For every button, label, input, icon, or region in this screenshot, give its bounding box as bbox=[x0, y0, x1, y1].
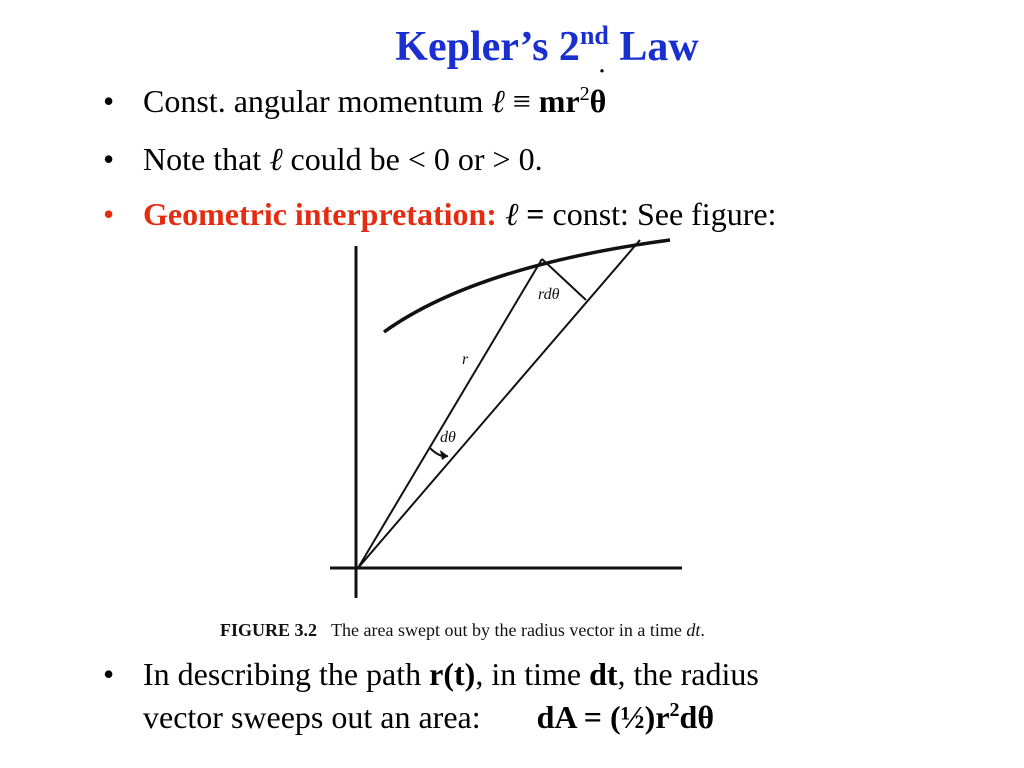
radius-vector-1 bbox=[358, 259, 542, 568]
area-formula-exponent: 2 bbox=[669, 699, 680, 722]
bullet-marker: • bbox=[103, 83, 115, 119]
bullet3-text: const: See figure: bbox=[552, 196, 777, 232]
caption-text: The area swept out by the radius vector in a time bbox=[331, 620, 687, 640]
area-formula-end: dθ bbox=[679, 699, 715, 736]
ell-symbol: ℓ bbox=[504, 196, 519, 232]
geometric-interpretation-label: Geometric interpretation: bbox=[143, 196, 505, 232]
title-main: Kepler’s 2 bbox=[395, 24, 580, 70]
radius-vector-2 bbox=[358, 240, 640, 568]
bullet4-text-start: In describing the path bbox=[143, 656, 430, 692]
equiv-symbol: ≡ bbox=[504, 83, 539, 119]
bullet4-text-end: , the radius bbox=[617, 656, 759, 692]
figure-caption bbox=[220, 620, 705, 640]
bullet-marker: • bbox=[103, 141, 115, 177]
area-formula-start: dA = (½)r bbox=[536, 699, 670, 736]
bullet-marker: • bbox=[103, 656, 115, 692]
bullet2-text-end: could be < 0 or > 0. bbox=[282, 141, 543, 177]
slide-title bbox=[0, 22, 1024, 72]
caption-period: . bbox=[700, 620, 705, 640]
label-r: r bbox=[462, 351, 469, 368]
bullet4-text-mid: , in time bbox=[475, 656, 590, 692]
ell-symbol: ℓ bbox=[269, 141, 283, 177]
time-dt: dt bbox=[589, 656, 618, 692]
dtheta-arrow bbox=[440, 450, 448, 460]
kepler-figure bbox=[216, 236, 816, 648]
bullet2-text-start: Note that bbox=[143, 141, 270, 177]
bullet4-line2-text: vector sweeps out an area: bbox=[143, 699, 481, 736]
label-dtheta: dθ bbox=[440, 429, 456, 446]
caption-dt: dt bbox=[686, 620, 701, 640]
title-superscript: nd bbox=[579, 21, 609, 50]
label-rdtheta: rdθ bbox=[538, 286, 560, 303]
bullet1-text: Const. angular momentum bbox=[143, 83, 492, 119]
bullet-marker: • bbox=[103, 196, 115, 232]
formula-exponent: 2 bbox=[579, 83, 590, 105]
formula-mr: mr bbox=[538, 83, 580, 119]
caption-figure-number: FIGURE 3.2 bbox=[220, 620, 318, 640]
theta-dot: θ ˙ bbox=[590, 80, 607, 123]
title-end: Law bbox=[608, 24, 699, 70]
ell-symbol: ℓ bbox=[491, 83, 505, 119]
equals-symbol: = bbox=[518, 196, 553, 232]
path-rt: r(t) bbox=[429, 656, 476, 692]
